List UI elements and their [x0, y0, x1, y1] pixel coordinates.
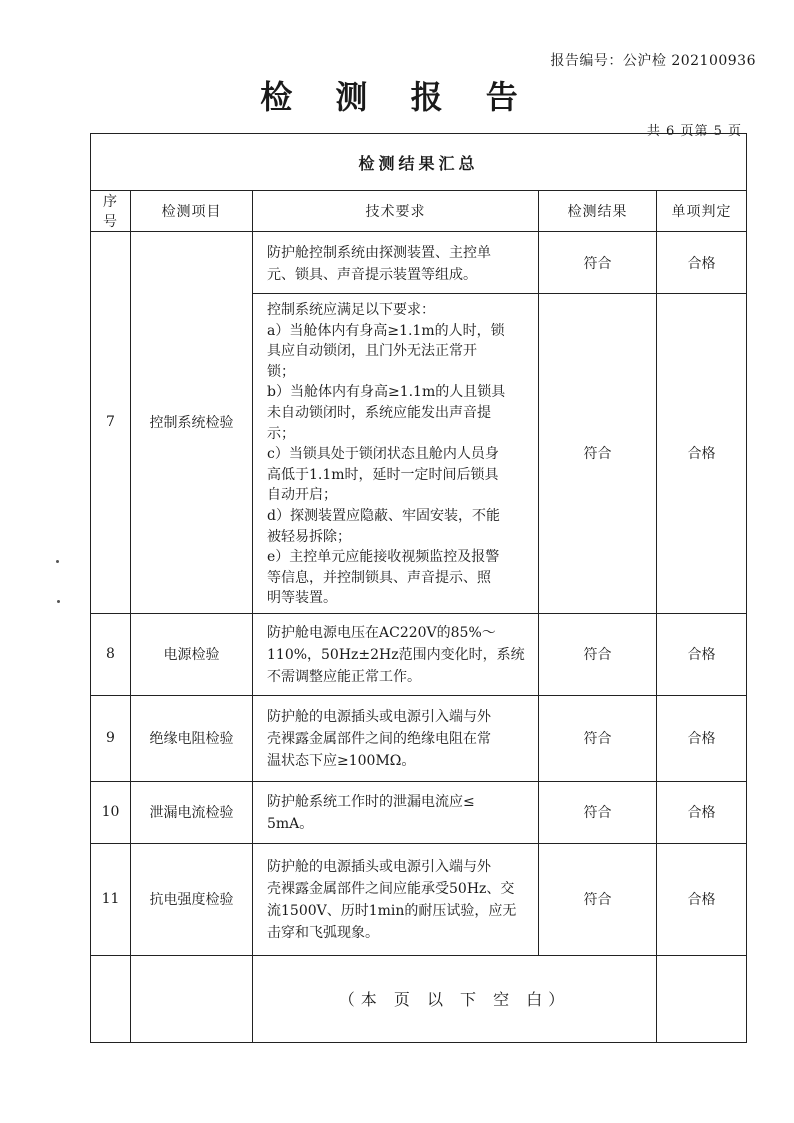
page-info: 共 6 页第 5 页 — [646, 124, 742, 139]
requirement-line: 锁； — [267, 363, 295, 380]
summary-header-row — [91, 134, 747, 191]
scan-speck — [56, 560, 59, 563]
requirement-line: 击穿和飞弧现象。 — [267, 925, 379, 942]
row-requirement — [253, 613, 539, 695]
row-result: 符合 — [539, 613, 657, 695]
requirement-line: 自动开启； — [267, 487, 337, 504]
table-row — [91, 232, 747, 294]
row-requirement — [253, 781, 539, 843]
requirement-line: 控制系统应满足以下要求： — [267, 302, 435, 318]
row-requirement — [253, 695, 539, 781]
table-row — [91, 843, 747, 955]
requirement-line: d）探测装置应隐蔽、牢固安装，不能 — [267, 507, 500, 524]
table-row — [91, 613, 747, 695]
table-row — [91, 695, 747, 781]
row-item: 泄漏电流检验 — [131, 781, 253, 843]
column-header-requirement: 技术要求 — [253, 191, 539, 232]
requirement-line: 示； — [267, 425, 295, 442]
requirement-line: 防护舱系统工作时的泄漏电流应≤ — [267, 794, 475, 811]
row-verdict: 合格 — [657, 613, 747, 695]
row-item: 绝缘电阻检验 — [131, 695, 253, 781]
column-header-result: 检测结果 — [539, 191, 657, 232]
requirement-line: e）主控单元应能接收视频监控及报警 — [267, 549, 500, 566]
requirement-line: b）当舱体内有身高≥1.1m的人且锁具 — [267, 384, 506, 401]
blank-note: （本 页 以 下 空 白） — [253, 955, 657, 1042]
requirement-line: 5mA。 — [267, 816, 314, 833]
row-verdict: 合格 — [657, 781, 747, 843]
requirement-line: 110%，50Hz±2Hz范围内变化时，系统 — [267, 647, 525, 664]
requirement-line: 温状态下应≥100MΩ。 — [267, 753, 416, 770]
blank-cell — [91, 955, 131, 1042]
requirement-line: 防护舱控制系统由探测装置、主控单 — [267, 244, 491, 261]
requirement-line: 高低于1.1m时，延时一定时间后锁具 — [267, 466, 499, 483]
row-requirement — [253, 294, 539, 614]
row-verdict: 合格 — [657, 294, 747, 614]
requirement-line: c）当锁具处于锁闭状态且舱内人员身 — [267, 446, 499, 463]
row-number: 9 — [91, 695, 131, 781]
column-header-item: 检测项目 — [131, 191, 253, 232]
table-row — [91, 781, 747, 843]
page-title: 检 测 报 告 — [260, 78, 534, 116]
requirement-line: 明等装置。 — [267, 590, 337, 607]
results-table — [90, 133, 747, 1043]
requirement-line: 壳裸露金属部件之间应能承受50Hz、交 — [267, 881, 515, 898]
requirement-line: 具应自动锁闭，且门外无法正常开 — [267, 343, 477, 360]
row-verdict: 合格 — [657, 843, 747, 955]
row-verdict: 合格 — [657, 232, 747, 294]
scan-speck — [57, 600, 60, 603]
requirement-line: 被轻易拆除； — [267, 528, 351, 545]
row-verdict: 合格 — [657, 695, 747, 781]
requirement-line: 等信息，并控制锁具、声音提示、照 — [267, 569, 491, 586]
requirement-line: 未自动锁闭时，系统应能发出声音提 — [267, 404, 491, 421]
row-result: 符合 — [539, 232, 657, 294]
row-result: 符合 — [539, 695, 657, 781]
requirement-line: 防护舱的电源插头或电源引入端与外 — [267, 859, 491, 876]
row-result: 符合 — [539, 781, 657, 843]
requirement-line: 元、锁具、声音提示装置等组成。 — [267, 266, 477, 283]
row-requirement — [253, 232, 539, 294]
summary-title: 检测结果汇总 — [91, 134, 747, 191]
column-header-verdict: 单项判定 — [657, 191, 747, 232]
blank-cell — [131, 955, 253, 1042]
row-item: 控制系统检验 — [131, 232, 253, 614]
row-result: 符合 — [539, 843, 657, 955]
requirement-line: a）当舱体内有身高≥1.1m的人时，锁 — [267, 322, 505, 339]
blank-cell — [657, 955, 747, 1042]
requirement-line: 壳裸露金属部件之间的绝缘电阻在常 — [267, 731, 491, 748]
requirement-line: 防护舱的电源插头或电源引入端与外 — [267, 709, 491, 726]
row-requirement — [253, 843, 539, 955]
row-number: 7 — [91, 232, 131, 614]
column-header-no: 序号 — [91, 191, 131, 232]
row-item: 抗电强度检验 — [131, 843, 253, 955]
row-number: 10 — [91, 781, 131, 843]
row-number: 11 — [91, 843, 131, 955]
requirement-line: 防护舱电源电压在AC220V的85%～ — [267, 625, 496, 642]
row-item: 电源检验 — [131, 613, 253, 695]
requirement-line: 不需调整应能正常工作。 — [267, 669, 421, 686]
requirement-line: 流1500V、历时1min的耐压试验，应无 — [267, 903, 517, 920]
column-header-row — [91, 191, 747, 232]
report-number: 报告编号：公沪检 202100936 — [550, 53, 756, 69]
blank-row — [91, 955, 747, 1042]
row-number: 8 — [91, 613, 131, 695]
row-result: 符合 — [539, 294, 657, 614]
